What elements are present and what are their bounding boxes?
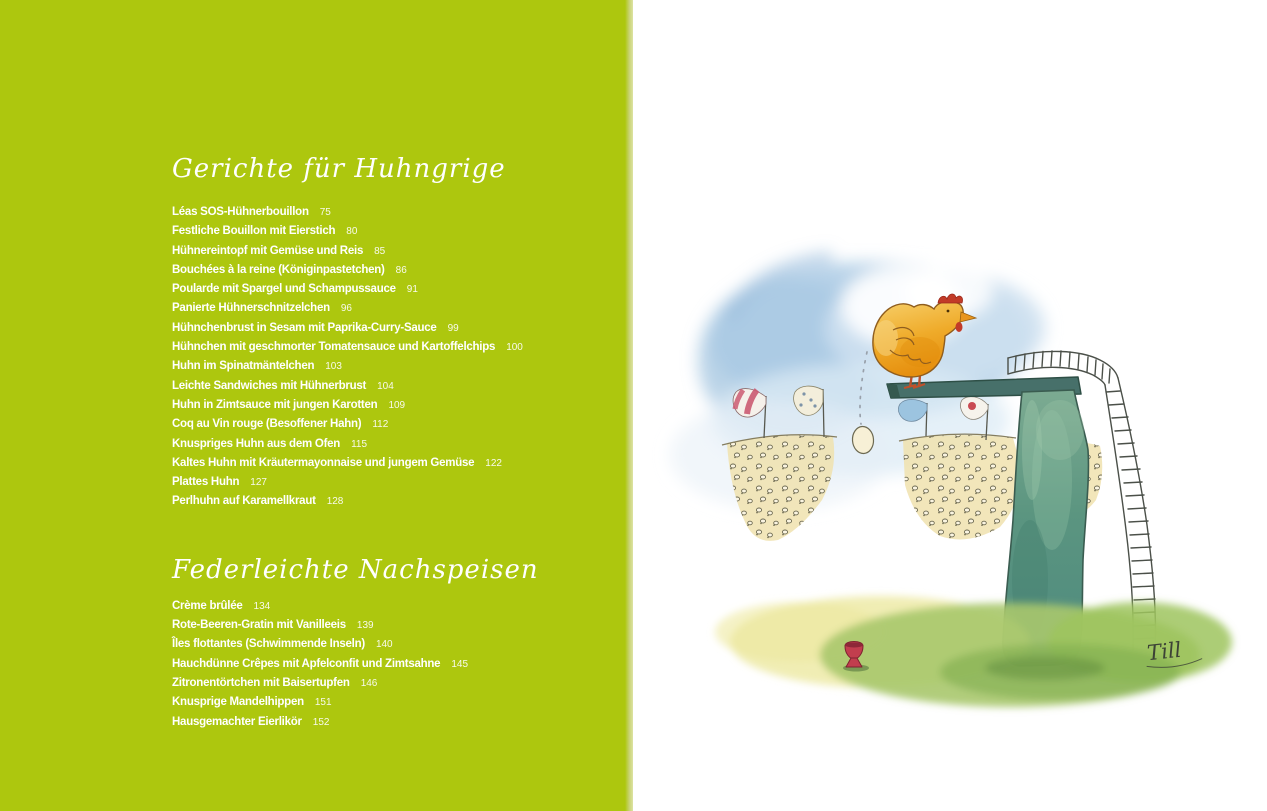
- crowd-right: [899, 434, 1022, 539]
- recipe-page-number: 99: [447, 322, 459, 334]
- left-page: [0, 0, 633, 811]
- toc-entry: [172, 356, 612, 375]
- toc-entry: [172, 337, 612, 356]
- toc-entry: [172, 395, 612, 414]
- toc-entry: [172, 654, 612, 673]
- recipe-page-number: 134: [253, 600, 271, 612]
- toc-entry: [172, 434, 612, 453]
- toc-entry: [172, 453, 612, 472]
- toc-entry: [172, 298, 612, 317]
- recipe-list-main-dishes: [172, 202, 612, 511]
- recipe-page-number: 151: [314, 697, 332, 709]
- recipe-title: Bouchées à la reine (Königinpastetchen): [172, 263, 385, 276]
- recipe-title: Kaltes Huhn mit Kräutermayonnaise und jungem Gemüse: [172, 456, 475, 469]
- recipe-title: Panierte Hühnerschnitzelchen: [172, 302, 330, 315]
- recipe-page-number: 152: [312, 716, 330, 728]
- recipe-title: Hühnchenbrust in Sesam mit Paprika-Curry-Sauce: [172, 321, 437, 334]
- recipe-title: Léas SOS-Hühnerbouillon: [172, 206, 309, 218]
- recipe-title: Festliche Bouillon mit Eierstich: [172, 225, 336, 238]
- recipe-title: Leichte Sandwiches mit Hühnerbrust: [172, 379, 367, 392]
- recipe-title: Rote-Beeren-Gratin mit Vanilleeis: [172, 619, 346, 632]
- recipe-title: Perlhuhn auf Karamellkraut: [172, 495, 316, 508]
- toc-entry: [172, 472, 612, 491]
- recipe-page-number: 122: [485, 457, 502, 469]
- right-page: [633, 0, 1267, 811]
- recipe-page-number: 85: [374, 245, 386, 257]
- chicken-eye: [947, 310, 950, 313]
- signature-text: Till: [1146, 637, 1183, 666]
- toc-entry: [172, 414, 612, 433]
- recipe-page-number: 146: [360, 677, 378, 689]
- recipe-page-number: 128: [326, 496, 344, 508]
- recipe-page-number: 80: [346, 226, 358, 238]
- recipe-page-number: 115: [351, 438, 368, 450]
- recipe-page-number: 96: [340, 303, 352, 315]
- recipe-page-number: 139: [356, 620, 374, 632]
- recipe-list-desserts: [172, 596, 612, 731]
- recipe-page-number: 75: [319, 207, 331, 218]
- recipe-title: Hühnereintopf mit Gemüse und Reis: [172, 244, 364, 257]
- table-of-contents: [172, 152, 612, 731]
- toc-entry: [172, 221, 612, 240]
- recipe-title: Huhn im Spinatmäntelchen: [172, 360, 315, 373]
- toc-entry: [172, 491, 612, 510]
- recipe-title: Coq au Vin rouge (Besoffener Hahn): [172, 418, 362, 431]
- recipe-page-number: 140: [375, 639, 393, 651]
- recipe-title: Hauchdünne Crêpes mit Apfelconfit und Zimtsahne: [172, 657, 441, 670]
- toc-entry: [172, 202, 612, 221]
- recipe-page-number: 103: [325, 361, 342, 373]
- section-heading-main-dishes: Gerichte für Huhngrige: [172, 154, 506, 184]
- recipe-title: Poularde mit Spargel und Schampussauce: [172, 283, 396, 296]
- section-heading-desserts: Federleichte Nachspeisen: [172, 554, 539, 585]
- toc-entry: [172, 260, 612, 279]
- crowd-left: [722, 435, 837, 541]
- recipe-title: Zitronentörtchen mit Baisertupfen: [172, 676, 350, 689]
- toc-entry: [172, 712, 612, 731]
- page-spine-edge: [625, 0, 633, 811]
- chicken-diving-board-illustration: [633, 0, 1267, 811]
- recipe-page-number: 104: [377, 380, 394, 392]
- toc-entry: [172, 615, 612, 634]
- recipe-title: Crème brûlée: [172, 599, 243, 612]
- recipe-title: Knusprige Mandelhippen: [172, 696, 304, 709]
- recipe-page-number: 145: [451, 658, 469, 670]
- recipe-page-number: 100: [506, 342, 523, 354]
- toc-entry: [172, 634, 612, 653]
- recipe-page-number: 91: [406, 284, 418, 296]
- recipe-title: Plattes Huhn: [172, 476, 240, 489]
- recipe-page-number: 86: [395, 264, 407, 276]
- recipe-title: Hühnchen mit geschmorter Tomatensauce und Kartoffelchips: [172, 341, 496, 354]
- chicken-wattle: [956, 322, 963, 332]
- recipe-title: Huhn in Zimtsauce mit jungen Karotten: [172, 398, 378, 411]
- recipe-page-number: 109: [388, 399, 406, 411]
- recipe-title: Knuspriges Huhn aus dem Ofen: [172, 437, 341, 450]
- toc-entry: [172, 318, 612, 337]
- toc-entry: [172, 279, 612, 298]
- toc-entry: [172, 596, 612, 615]
- toc-entry: [172, 692, 612, 711]
- recipe-title: Îles flottantes (Schwimmende Inseln): [172, 638, 365, 651]
- toc-entry: [172, 673, 612, 692]
- recipe-page-number: 127: [250, 477, 267, 489]
- toc-entry: [172, 376, 612, 395]
- recipe-title: Hausgemachter Eierlikör: [172, 715, 302, 728]
- recipe-page-number: 112: [372, 419, 389, 431]
- toc-entry: [172, 241, 612, 260]
